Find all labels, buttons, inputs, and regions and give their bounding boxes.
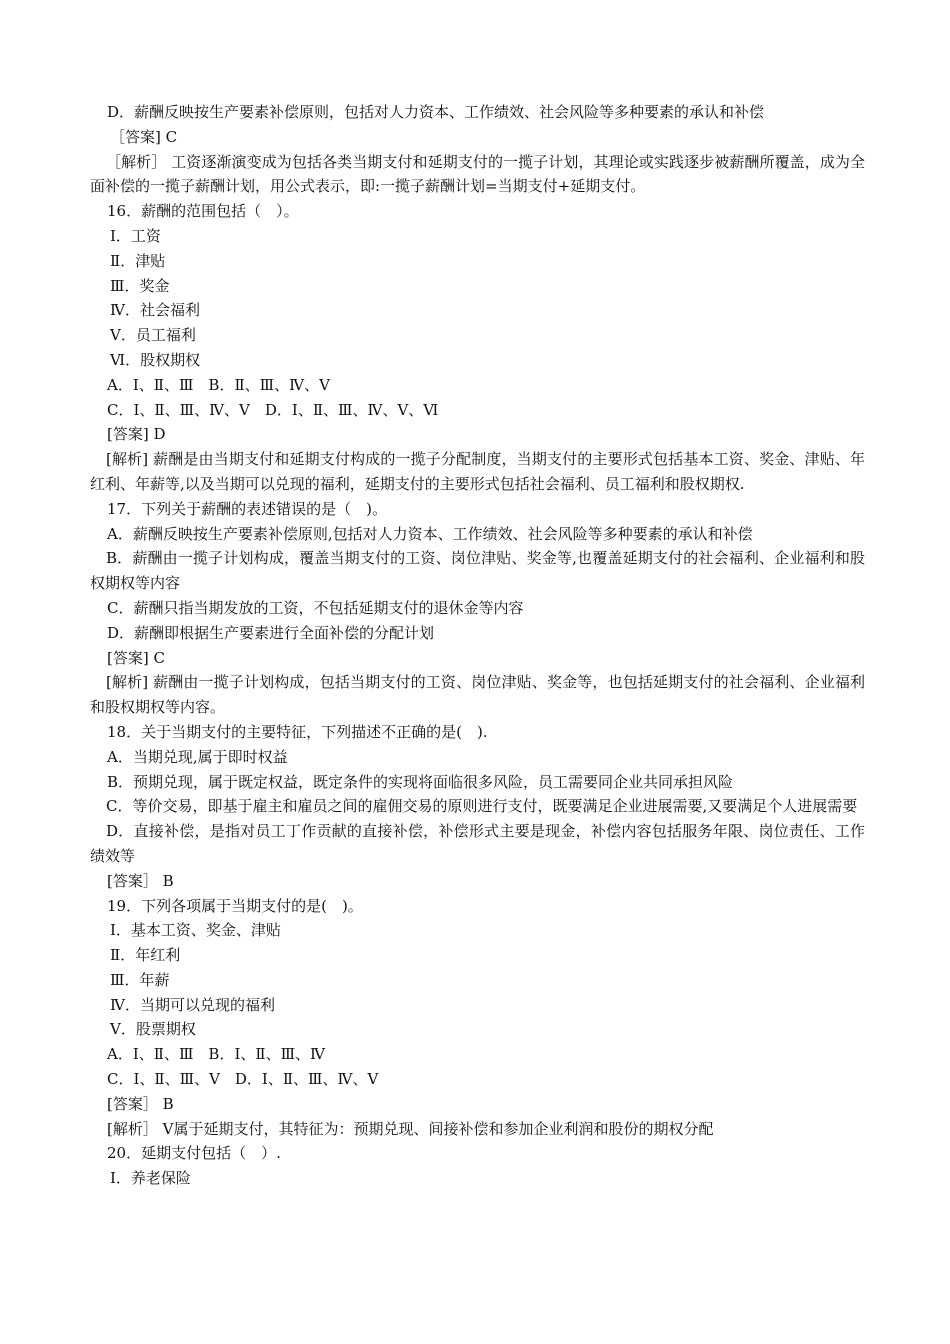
analysis-q19: [解析］ Ⅴ属于延期支付，其特征为：预期兑现、间接补偿和参加企业利润和股份的期权分配 [107,1119,714,1138]
q16-options-ab: A．Ⅰ、Ⅱ、Ⅲ B．Ⅱ、Ⅲ、Ⅳ、Ⅴ [107,375,330,394]
q20-item-1: Ⅰ．养老保险 [110,1169,191,1188]
question-18: 18．关于当期支付的主要特征，下列描述不正确的是( ). [107,722,488,741]
q19-item-1: Ⅰ．基本工资、奖金、津贴 [110,921,281,940]
q18-option-b: B．预期兑现，属于既定权益，既定条件的实现将面临很多风险，员工需要同企业共同承担风险 [107,772,734,791]
q19-options-ab: A．Ⅰ、Ⅱ、Ⅲ B．Ⅰ、Ⅱ、Ⅲ、Ⅳ [107,1045,326,1064]
question-17: 17．下列关于薪酬的表述错误的是（ )。 [107,499,387,518]
q16-item-4: Ⅳ．社会福利 [110,301,200,320]
analysis-q15: ［解析］ 工资逐渐演变成为包括各类当期支付和延期支付的一揽子计划，其理论或实践逐步被薪酬所覆盖，成为全面补偿的一揽子薪酬计划，用公式表示，即:一揽子薪酬计划=当期支付+延期支付。 [90,152,865,196]
option-d-q15: D．薪酬反映按生产要素补偿原则，包括对人力资本、工作绩效、社会风险等多种要素的承认和补偿 [107,103,765,121]
q17-option-d: D．薪酬即根据生产要素进行全面补偿的分配计划 [107,623,435,642]
q17-option-b: B．薪酬由一揽子计划构成，覆盖当期支付的工资、岗位津贴、奖金等,也覆盖延期支付的社会福利、企业福利和股权期权等内容 [90,549,865,593]
q19-options-cd: C．Ⅰ、Ⅱ、Ⅲ、Ⅴ D．Ⅰ、Ⅱ、Ⅲ、Ⅳ、Ⅴ [107,1070,379,1089]
answer-q17: [答案] C [107,648,165,667]
q19-item-5: Ⅴ．股票期权 [110,1020,196,1039]
q16-item-6: Ⅵ．股权期权 [110,350,201,369]
q19-item-2: Ⅱ．年红利 [110,946,181,965]
q19-item-3: Ⅲ．年薪 [110,970,170,989]
q17-option-a: A．薪酬反映按生产要素补偿原则,包括对人力资本、工作绩效、社会风险等多种要素的承认和补偿 [107,524,753,543]
q18-option-c: C．等价交易，即基于雇主和雇员之间的雇佣交易的原则进行支付，既要满足企业进展需要,又要满足个人进展需要 [106,797,858,816]
q18-option-a: A．当期兑现,属于即时权益 [107,747,288,766]
question-19: 19．下列各项属于当期支付的是( )。 [107,896,363,915]
document-page [90,100,865,1191]
answer-q18: [答案］ B [107,871,174,890]
answer-q19: [答案］ B [107,1094,174,1113]
q18-option-d: D．直接补偿，是指对员工丁作贡献的直接补偿，补偿形式主要是现金，补偿内容包括服务年限、岗位责任、工作绩效等 [90,822,865,865]
question-20: 20．延期支付包括（ ）. [107,1144,281,1163]
q16-item-5: Ⅴ．员工福利 [110,326,196,345]
q19-item-4: Ⅳ．当期可以兑现的福利 [110,995,275,1014]
analysis-q16: [解析] 薪酬是由当期支付和延期支付构成的一揽子分配制度，当期支付的主要形式包括基本工资、奖金、津贴、年红利、年薪等,以及当期可以兑现的福利，延期支付的主要形式包括社会福利、员工福利和股权期权. [90,450,865,493]
analysis-q17: [解析] 薪酬由一揽子计划构成，包括当期支付的工资、岗位津贴、奖金等，也包括延期支付的社会福利、企业福利和股权期权等内容。 [90,673,865,717]
answer-q15: ［答案] C [110,127,178,146]
question-16: 16．薪酬的范围包括（ ）。 [107,202,299,221]
q16-options-cd: C．Ⅰ、Ⅱ、Ⅲ、Ⅳ、Ⅴ D．Ⅰ、Ⅱ、Ⅲ、Ⅳ、Ⅴ、Ⅵ [107,400,439,419]
q16-item-1: Ⅰ．工资 [110,226,161,245]
q16-item-2: Ⅱ．津贴 [110,251,166,270]
q16-item-3: Ⅲ．奖金 [110,276,170,295]
answer-q16: [答案] D [107,425,166,444]
q17-option-c: C．薪酬只指当期发放的工资，不包括延期支付的退休金等内容 [107,598,524,617]
